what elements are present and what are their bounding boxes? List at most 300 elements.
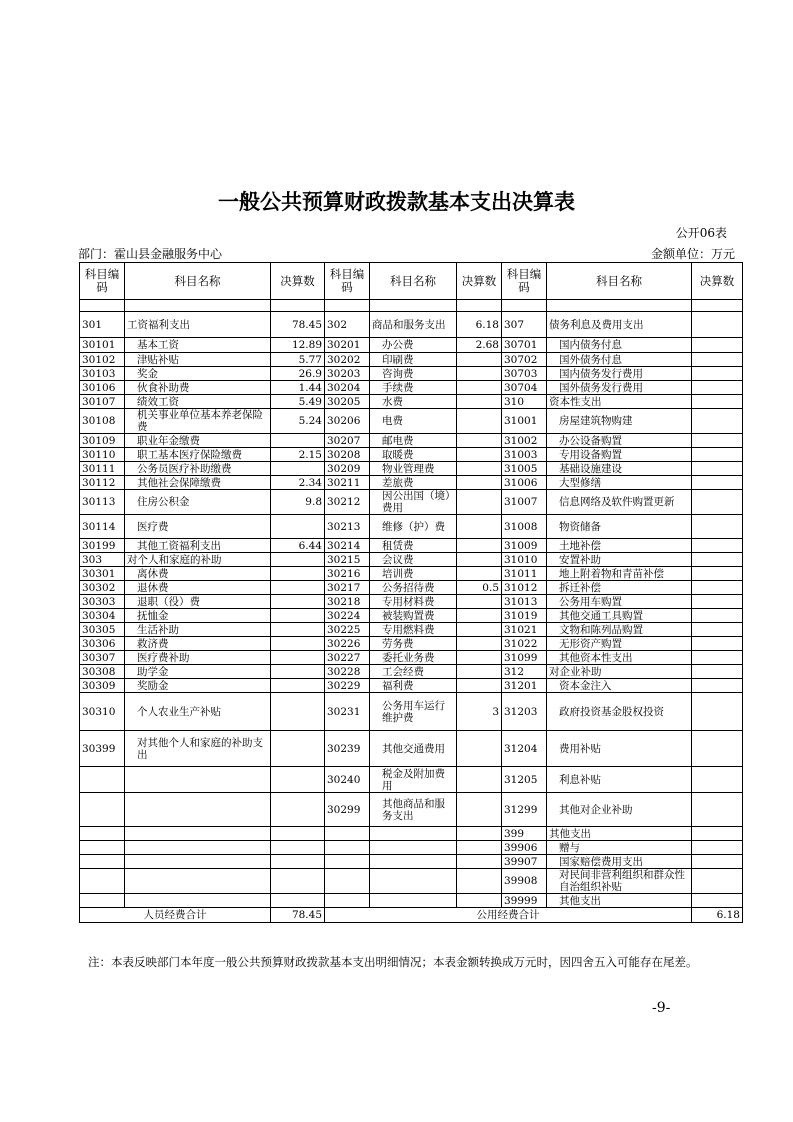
table-row bbox=[80, 581, 743, 595]
header-code: 科目编码 bbox=[325, 263, 370, 300]
cell-amount bbox=[692, 841, 743, 855]
cell-code: 30107 bbox=[80, 395, 125, 409]
cell-name: 劳务费 bbox=[370, 637, 457, 651]
table-row bbox=[80, 409, 743, 434]
cell-code: 30301 bbox=[80, 567, 125, 581]
cell-code: 399 bbox=[502, 827, 547, 841]
table-row bbox=[80, 869, 743, 894]
cell-name: 利息补贴 bbox=[547, 767, 692, 793]
cell-code: 30701 bbox=[502, 338, 547, 353]
cell-name: 其他支出 bbox=[547, 827, 692, 841]
cell-code: 30218 bbox=[325, 595, 370, 609]
cell-amount bbox=[271, 651, 325, 665]
cell-amount bbox=[692, 539, 743, 553]
cell-code: 30213 bbox=[325, 515, 370, 539]
cell-name: 离休费 bbox=[125, 567, 271, 581]
cell-code: 30114 bbox=[80, 515, 125, 539]
cell-name: 绩效工资 bbox=[125, 395, 271, 409]
cell-name: 退职（役）费 bbox=[125, 595, 271, 609]
cell-name: 奖励金 bbox=[125, 679, 271, 693]
cell-code: 30201 bbox=[325, 338, 370, 353]
cell-amount bbox=[692, 581, 743, 595]
cell-amount bbox=[271, 767, 325, 793]
cell-amount bbox=[457, 623, 502, 637]
cell-name: 助学金 bbox=[125, 665, 271, 679]
cell-code: 30215 bbox=[325, 553, 370, 567]
cell-code: 31009 bbox=[502, 539, 547, 553]
cell-name: 专用材料费 bbox=[370, 595, 457, 609]
cell-amount: 2.68 bbox=[457, 338, 502, 353]
cell-code: 30199 bbox=[80, 539, 125, 553]
table-row bbox=[80, 338, 743, 353]
cell-amount bbox=[692, 476, 743, 490]
cell-name: 职业年金缴费 bbox=[125, 434, 271, 448]
footnote: 注：本表反映部门本年度一般公共预算财政拨款基本支出明细情况；本表金额转换成万元时，因四舍五入可能存在尾差。 bbox=[88, 955, 698, 969]
table-row bbox=[80, 515, 743, 539]
table-row bbox=[80, 609, 743, 623]
cell-code bbox=[80, 827, 125, 841]
cell-amount bbox=[271, 731, 325, 767]
table-row bbox=[80, 353, 743, 367]
cell-code: 31012 bbox=[502, 581, 547, 595]
table-row bbox=[80, 767, 743, 793]
cell-code: 30399 bbox=[80, 731, 125, 767]
cell-code: 30204 bbox=[325, 381, 370, 395]
cell-code: 30206 bbox=[325, 409, 370, 434]
cell-code: 31299 bbox=[502, 793, 547, 827]
cell-code: 30302 bbox=[80, 581, 125, 595]
cell-amount bbox=[271, 515, 325, 539]
table-row bbox=[80, 637, 743, 651]
cell-name: 印刷费 bbox=[370, 353, 457, 367]
cell-name: 办公设备购置 bbox=[547, 434, 692, 448]
expenditure-table bbox=[79, 262, 743, 923]
form-number: 公开06表 bbox=[675, 226, 727, 240]
cell-name: 邮电费 bbox=[370, 434, 457, 448]
cell-code: 30112 bbox=[80, 476, 125, 490]
table-row bbox=[80, 731, 743, 767]
cell-amount bbox=[457, 395, 502, 409]
cell-name: 办公费 bbox=[370, 338, 457, 353]
cell-name: 对其他个人和家庭的补助支出 bbox=[125, 731, 271, 767]
cell-amount bbox=[457, 462, 502, 476]
cell-code: 31203 bbox=[502, 693, 547, 731]
table-row bbox=[80, 595, 743, 609]
table-row bbox=[80, 623, 743, 637]
cell-name: 国外债务发行费用 bbox=[547, 381, 692, 395]
amount-unit-label: 金额单位：万元 bbox=[650, 247, 735, 261]
cell-amount bbox=[457, 539, 502, 553]
cell-amount bbox=[692, 553, 743, 567]
cell-name: 基础设施建设 bbox=[547, 462, 692, 476]
cell-name: 信息网络及软件购置更新 bbox=[547, 490, 692, 515]
cell-name: 国内债务发行费用 bbox=[547, 367, 692, 381]
cell-amount bbox=[457, 793, 502, 827]
cell-name: 水费 bbox=[370, 395, 457, 409]
cell-amount bbox=[692, 827, 743, 841]
cell-code: 30217 bbox=[325, 581, 370, 595]
cell-code: 30225 bbox=[325, 623, 370, 637]
cell-code: 31005 bbox=[502, 462, 547, 476]
cell-code: 31099 bbox=[502, 651, 547, 665]
cell-name: 手续费 bbox=[370, 381, 457, 395]
header-amount: 决算数 bbox=[692, 263, 743, 300]
cell-code bbox=[80, 894, 125, 908]
cell-name: 退休费 bbox=[125, 581, 271, 595]
cell-name: 公务用车运行维护费 bbox=[370, 693, 457, 731]
cell-name: 费用补贴 bbox=[547, 731, 692, 767]
cell-code: 30108 bbox=[80, 409, 125, 434]
cell-amount bbox=[271, 553, 325, 567]
cell-code bbox=[325, 855, 370, 869]
table-row bbox=[80, 448, 743, 462]
cell-name: 津贴补贴 bbox=[125, 353, 271, 367]
cell-code: 30214 bbox=[325, 539, 370, 553]
cell-code: 39999 bbox=[502, 894, 547, 908]
cell-name: 救济费 bbox=[125, 637, 271, 651]
table-row bbox=[80, 665, 743, 679]
cell-code: 31007 bbox=[502, 490, 547, 515]
cell-code: 30103 bbox=[80, 367, 125, 381]
table-row bbox=[80, 567, 743, 581]
cell-name: 大型修缮 bbox=[547, 476, 692, 490]
cell-name: 专用燃料费 bbox=[370, 623, 457, 637]
cell-code: 31002 bbox=[502, 434, 547, 448]
cell-name: 住房公积金 bbox=[125, 490, 271, 515]
cell-code: 30702 bbox=[502, 353, 547, 367]
department-label: 部门：霍山县金融服务中心 bbox=[78, 247, 223, 261]
table-row bbox=[80, 651, 743, 665]
cell-amount bbox=[692, 855, 743, 869]
cell-code: 30229 bbox=[325, 679, 370, 693]
cell-amount: 5.24 bbox=[271, 409, 325, 434]
cell-name: 资本金注入 bbox=[547, 679, 692, 693]
cell-name: 其他资本性支出 bbox=[547, 651, 692, 665]
cell-code: 30239 bbox=[325, 731, 370, 767]
cell-code bbox=[325, 869, 370, 894]
cell-name bbox=[370, 894, 457, 908]
cell-code: 30231 bbox=[325, 693, 370, 731]
cell-amount bbox=[692, 623, 743, 637]
cell-name: 税金及附加费用 bbox=[370, 767, 457, 793]
cell-amount bbox=[457, 595, 502, 609]
cell-amount bbox=[457, 731, 502, 767]
public-total-value: 6.18 bbox=[692, 908, 743, 923]
cell-name: 国外债务付息 bbox=[547, 353, 692, 367]
cell-code: 30303 bbox=[80, 595, 125, 609]
cell-code: 31019 bbox=[502, 609, 547, 623]
header-amount: 决算数 bbox=[457, 263, 502, 300]
personnel-total-label: 人员经费合计 bbox=[80, 908, 271, 923]
cell-amount bbox=[457, 855, 502, 869]
cell-amount bbox=[457, 679, 502, 693]
cell-amount: 6.18 bbox=[457, 312, 502, 338]
cell-name: 被装购置费 bbox=[370, 609, 457, 623]
cell-code: 39908 bbox=[502, 869, 547, 894]
cell-code: 31204 bbox=[502, 731, 547, 767]
cell-name bbox=[125, 793, 271, 827]
header-name: 科目名称 bbox=[370, 263, 457, 300]
cell-code: 31022 bbox=[502, 637, 547, 651]
cell-code: 30207 bbox=[325, 434, 370, 448]
cell-name: 安置补助 bbox=[547, 553, 692, 567]
cell-name: 个人农业生产补贴 bbox=[125, 693, 271, 731]
cell-name: 公务员医疗补助缴费 bbox=[125, 462, 271, 476]
cell-code: 31201 bbox=[502, 679, 547, 693]
cell-amount bbox=[457, 665, 502, 679]
cell-name bbox=[125, 767, 271, 793]
cell-code: 30109 bbox=[80, 434, 125, 448]
cell-name: 奖金 bbox=[125, 367, 271, 381]
cell-amount bbox=[692, 651, 743, 665]
cell-amount bbox=[692, 595, 743, 609]
cell-amount bbox=[271, 679, 325, 693]
cell-amount: 12.89 bbox=[271, 338, 325, 353]
header-name: 科目名称 bbox=[547, 263, 692, 300]
cell-amount bbox=[692, 409, 743, 434]
cell-code bbox=[80, 793, 125, 827]
cell-name: 福利费 bbox=[370, 679, 457, 693]
cell-amount: 1.44 bbox=[271, 381, 325, 395]
table-row bbox=[80, 434, 743, 448]
cell-amount bbox=[457, 515, 502, 539]
cell-code: 301 bbox=[80, 312, 125, 338]
cell-name: 会议费 bbox=[370, 553, 457, 567]
cell-name: 其他社会保障缴费 bbox=[125, 476, 271, 490]
cell-amount bbox=[692, 767, 743, 793]
cell-code: 30299 bbox=[325, 793, 370, 827]
cell-amount bbox=[457, 609, 502, 623]
cell-name: 物资储备 bbox=[547, 515, 692, 539]
cell-amount bbox=[457, 448, 502, 462]
header-name: 科目名称 bbox=[125, 263, 271, 300]
cell-code: 30704 bbox=[502, 381, 547, 395]
cell-amount: 78.45 bbox=[271, 312, 325, 338]
cell-amount bbox=[457, 409, 502, 434]
cell-amount bbox=[457, 567, 502, 581]
cell-code: 31006 bbox=[502, 476, 547, 490]
cell-amount bbox=[271, 595, 325, 609]
cell-code: 39906 bbox=[502, 841, 547, 855]
cell-amount bbox=[692, 353, 743, 367]
cell-name: 债务利息及费用支出 bbox=[547, 312, 692, 338]
cell-amount bbox=[271, 855, 325, 869]
cell-amount bbox=[271, 869, 325, 894]
cell-code: 30304 bbox=[80, 609, 125, 623]
cell-amount bbox=[692, 665, 743, 679]
cell-name: 公务用车购置 bbox=[547, 595, 692, 609]
cell-code: 30106 bbox=[80, 381, 125, 395]
cell-code: 30226 bbox=[325, 637, 370, 651]
cell-name: 差旅费 bbox=[370, 476, 457, 490]
cell-name bbox=[125, 855, 271, 869]
cell-name: 对民间非营利组织和群众性自治组织补贴 bbox=[547, 869, 692, 894]
cell-code: 30216 bbox=[325, 567, 370, 581]
cell-code: 39907 bbox=[502, 855, 547, 869]
table-row bbox=[80, 679, 743, 693]
table-row bbox=[80, 395, 743, 409]
cell-code: 31010 bbox=[502, 553, 547, 567]
cell-name bbox=[125, 827, 271, 841]
cell-amount bbox=[457, 767, 502, 793]
cell-name: 赠与 bbox=[547, 841, 692, 855]
cell-code: 307 bbox=[502, 312, 547, 338]
cell-amount bbox=[271, 434, 325, 448]
cell-name: 职工基本医疗保险缴费 bbox=[125, 448, 271, 462]
cell-amount bbox=[271, 693, 325, 731]
table-row bbox=[80, 855, 743, 869]
cell-amount: 2.34 bbox=[271, 476, 325, 490]
cell-name bbox=[125, 841, 271, 855]
cell-code: 303 bbox=[80, 553, 125, 567]
cell-code bbox=[80, 869, 125, 894]
cell-name: 专用设备购置 bbox=[547, 448, 692, 462]
cell-name bbox=[370, 841, 457, 855]
cell-amount bbox=[457, 381, 502, 395]
cell-code: 31003 bbox=[502, 448, 547, 462]
cell-name: 资本性支出 bbox=[547, 395, 692, 409]
cell-amount bbox=[271, 609, 325, 623]
cell-code bbox=[80, 767, 125, 793]
header-gap-row bbox=[80, 300, 743, 312]
cell-code: 30211 bbox=[325, 476, 370, 490]
cell-amount bbox=[271, 462, 325, 476]
cell-amount bbox=[692, 395, 743, 409]
cell-name: 工会经费 bbox=[370, 665, 457, 679]
cell-code: 31013 bbox=[502, 595, 547, 609]
cell-code bbox=[80, 841, 125, 855]
table-row bbox=[80, 462, 743, 476]
cell-amount bbox=[457, 637, 502, 651]
cell-code: 30309 bbox=[80, 679, 125, 693]
table-row bbox=[80, 693, 743, 731]
cell-code: 302 bbox=[325, 312, 370, 338]
cell-amount bbox=[457, 869, 502, 894]
cell-code: 31205 bbox=[502, 767, 547, 793]
cell-code: 30310 bbox=[80, 693, 125, 731]
cell-code: 30240 bbox=[325, 767, 370, 793]
cell-name: 伙食补助费 bbox=[125, 381, 271, 395]
cell-amount bbox=[692, 637, 743, 651]
cell-code: 30111 bbox=[80, 462, 125, 476]
cell-amount bbox=[692, 312, 743, 338]
cell-name bbox=[370, 869, 457, 894]
cell-name: 取暖费 bbox=[370, 448, 457, 462]
cell-code: 30306 bbox=[80, 637, 125, 651]
cell-name: 无形资产购置 bbox=[547, 637, 692, 651]
cell-amount bbox=[692, 679, 743, 693]
cell-code: 30205 bbox=[325, 395, 370, 409]
cell-amount bbox=[271, 894, 325, 908]
cell-code: 30703 bbox=[502, 367, 547, 381]
page-title: 一般公共预算财政拨款基本支出决算表 bbox=[218, 190, 575, 214]
table-row bbox=[80, 490, 743, 515]
cell-code: 31001 bbox=[502, 409, 547, 434]
cell-code: 30102 bbox=[80, 353, 125, 367]
cell-name: 工资福利支出 bbox=[125, 312, 271, 338]
cell-amount bbox=[692, 381, 743, 395]
cell-code bbox=[80, 855, 125, 869]
cell-name: 商品和服务支出 bbox=[370, 312, 457, 338]
cell-amount bbox=[692, 609, 743, 623]
cell-name: 咨询费 bbox=[370, 367, 457, 381]
table-row bbox=[80, 553, 743, 567]
cell-name: 国内债务付息 bbox=[547, 338, 692, 353]
header-code: 科目编码 bbox=[80, 263, 125, 300]
cell-code: 312 bbox=[502, 665, 547, 679]
cell-code: 30224 bbox=[325, 609, 370, 623]
cell-code bbox=[325, 894, 370, 908]
cell-code: 30227 bbox=[325, 651, 370, 665]
cell-amount bbox=[457, 827, 502, 841]
cell-amount bbox=[457, 841, 502, 855]
cell-code: 30307 bbox=[80, 651, 125, 665]
table-row bbox=[80, 539, 743, 553]
cell-name: 因公出国（境）费用 bbox=[370, 490, 457, 515]
cell-amount bbox=[692, 567, 743, 581]
header-row bbox=[80, 263, 743, 300]
cell-name: 土地补偿 bbox=[547, 539, 692, 553]
table-row bbox=[80, 793, 743, 827]
page-number: -9- bbox=[652, 1000, 671, 1016]
totals-row bbox=[80, 908, 743, 923]
cell-amount bbox=[271, 841, 325, 855]
cell-name: 对个人和家庭的补助 bbox=[125, 553, 271, 567]
cell-name: 其他交通费用 bbox=[370, 731, 457, 767]
cell-name: 委托业务费 bbox=[370, 651, 457, 665]
cell-amount bbox=[692, 869, 743, 894]
cell-name: 医疗费补助 bbox=[125, 651, 271, 665]
cell-code: 30208 bbox=[325, 448, 370, 462]
cell-name: 医疗费 bbox=[125, 515, 271, 539]
cell-amount bbox=[271, 637, 325, 651]
cell-name: 抚恤金 bbox=[125, 609, 271, 623]
table-row bbox=[80, 381, 743, 395]
cell-name: 其他对企业补助 bbox=[547, 793, 692, 827]
cell-name: 培训费 bbox=[370, 567, 457, 581]
personnel-total-value: 78.45 bbox=[271, 908, 325, 923]
cell-amount bbox=[692, 434, 743, 448]
cell-name bbox=[370, 855, 457, 869]
cell-name: 拆迁补偿 bbox=[547, 581, 692, 595]
cell-name: 其他交通工具购置 bbox=[547, 609, 692, 623]
cell-amount bbox=[692, 462, 743, 476]
cell-code: 30212 bbox=[325, 490, 370, 515]
cell-code: 30110 bbox=[80, 448, 125, 462]
cell-name bbox=[125, 894, 271, 908]
cell-code: 30202 bbox=[325, 353, 370, 367]
cell-amount bbox=[457, 476, 502, 490]
cell-code: 30113 bbox=[80, 490, 125, 515]
cell-amount: 5.77 bbox=[271, 353, 325, 367]
cell-name bbox=[125, 869, 271, 894]
cell-amount bbox=[692, 367, 743, 381]
cell-code: 30228 bbox=[325, 665, 370, 679]
cell-amount: 9.8 bbox=[271, 490, 325, 515]
cell-name: 其他商品和服务支出 bbox=[370, 793, 457, 827]
cell-amount: 0.5 bbox=[457, 581, 502, 595]
cell-code: 30308 bbox=[80, 665, 125, 679]
cell-name: 地上附着物和青苗补偿 bbox=[547, 567, 692, 581]
cell-code: 30203 bbox=[325, 367, 370, 381]
cell-name: 文物和陈列品购置 bbox=[547, 623, 692, 637]
cell-amount bbox=[457, 353, 502, 367]
cell-code bbox=[325, 827, 370, 841]
cell-name: 物业管理费 bbox=[370, 462, 457, 476]
cell-amount bbox=[271, 827, 325, 841]
cell-amount: 6.44 bbox=[271, 539, 325, 553]
cell-amount bbox=[271, 581, 325, 595]
